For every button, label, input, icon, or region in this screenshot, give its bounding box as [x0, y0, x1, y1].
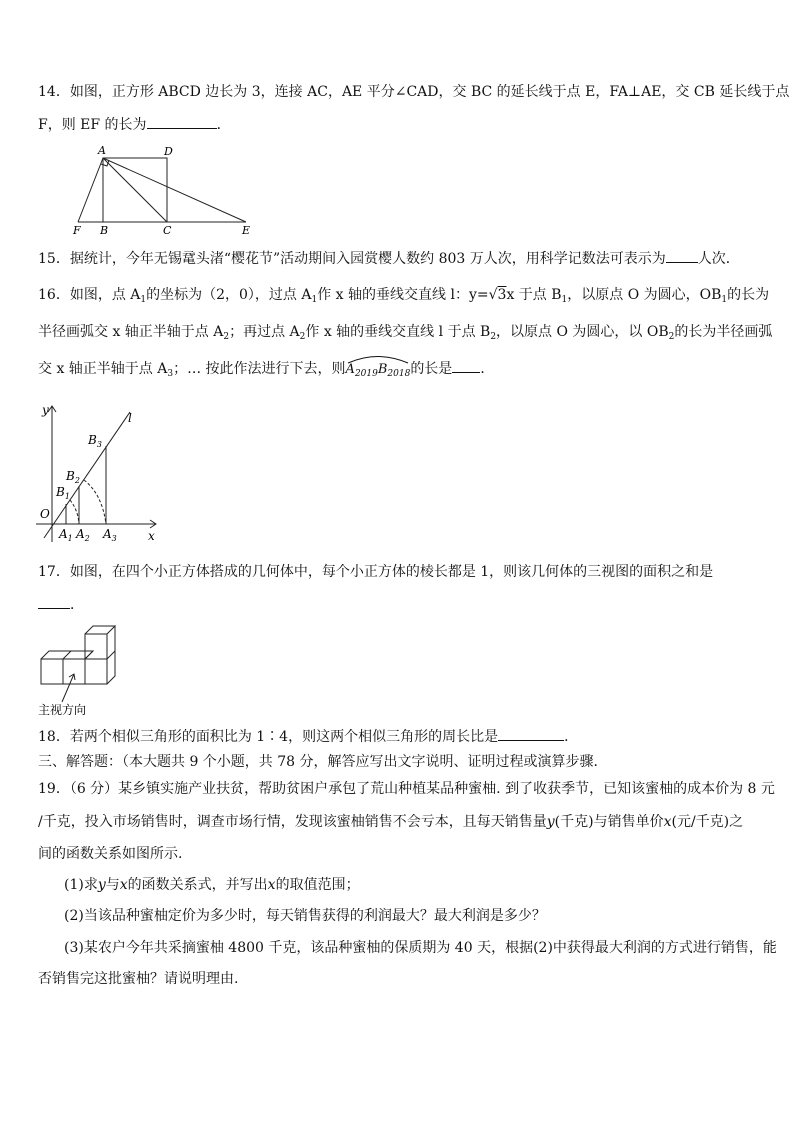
view-arrow-shaft [62, 674, 74, 702]
q19-part3-line2: 否销售完这批蜜柚？请说明理由. [38, 971, 239, 987]
label-b: B [100, 224, 109, 236]
arc-1 [70, 500, 79, 524]
cube-top-4 [85, 626, 115, 634]
cube-front-3 [85, 659, 107, 684]
label-b1: $B_1$ [56, 485, 70, 501]
line-af [78, 158, 103, 222]
view-direction-caption: 主视方向 [38, 703, 87, 716]
label-x: x [148, 529, 155, 543]
label-y: y [42, 403, 49, 417]
label-b3: $B_3$ [88, 433, 102, 449]
q16-line3: 交 x 轴正半轴于点 $A_3$；… 按此作法进行下去，则$A_{2019}B_{2018}$ 的长是 ． [38, 358, 494, 384]
q17-line2: ． [38, 594, 84, 615]
label-a3: $A_3$ [103, 527, 117, 543]
line-ae [103, 158, 246, 222]
q15-tail: 人次． [697, 251, 740, 267]
label-f: F [73, 224, 81, 236]
line-l [44, 412, 130, 538]
q16-answer-blank [452, 358, 480, 373]
arc-mark-icon [346, 354, 410, 364]
q14-figure [70, 142, 260, 236]
q18-answer-blank [498, 726, 564, 741]
q19-part1: (1)求y与x的函数关系式，并写出x的取值范围； [64, 877, 360, 893]
label-a1: $A_1$ [59, 527, 73, 543]
label-a: A [98, 144, 106, 157]
q19-line2: /千克，投入市场销售时，调查市场行情，发现该蜜柚销售不会亏本，且每天销售量y(千克)与销售单价x(元/千克)之 [38, 814, 744, 830]
section-3-heading: 三、解答题：（本大题共 9 个小题，共 78 分，解答应写出文字说明、证明过程或演算步骤． [38, 754, 608, 770]
q14-answer-blank [147, 114, 217, 129]
q15-line [38, 248, 740, 269]
q15-answer-blank [666, 248, 698, 263]
diagonal-ac [103, 158, 167, 222]
cube-top-1 [41, 651, 71, 659]
label-a2: $A_2$ [76, 527, 90, 543]
q16-line2: 半径画弧交 x 轴正半轴于点 $A_2$；再过点 $A_2$作 x 轴的垂线交直线 l 于点 $B_2$，以原点 O 为圆心，以 $OB_2$的长为半径画弧 [38, 324, 773, 342]
q16-figure [32, 398, 172, 546]
label-b2: $B_2$ [66, 469, 80, 485]
label-e: E [242, 224, 251, 236]
cube-front-2 [63, 659, 85, 684]
q14-line1: 14．如图，正方形 ABCD 边长为 3，连接 AC，AE 平分∠CAD，交 BC 的延长线于点 E，FA⊥AE，交 CB 延长线于点 [38, 84, 790, 100]
label-o: O [40, 507, 50, 521]
q15-text: 15．据统计，今年无锡鼋头渚“樱花节”活动期间入园赏樱人数约 803 万人次，用科学记数法可表示为 [38, 251, 666, 267]
label-d: D [164, 145, 173, 158]
cube-edge-2 [85, 651, 93, 659]
q14-text: F，则 EF 的长为 [38, 117, 147, 133]
arc-notation: $A_{2019}B_{2018}$ [346, 360, 411, 384]
q17-line1: 17．如图，在四个小正方体搭成的几何体中，每个小正方体的棱长都是 1，则该几何体的三视图的面积之和是 [38, 564, 714, 580]
arc-2 [84, 480, 106, 524]
q19-line1: 19．（6 分）某乡镇实施产业扶贫，帮助贫困户承包了荒山种植某品种蜜柚. 到了收获季节，已知该蜜柚的成本价为 8 元 [38, 781, 775, 797]
q19-line3: 间的函数关系如图所示. [38, 846, 183, 862]
sqrt-symbol: √3 [488, 287, 507, 303]
label-c: C [163, 224, 172, 236]
q19-part2: (2)当该品种蜜柚定价为多少时，每天销售获得的利润最大？最大利润是多少？ [64, 908, 546, 924]
q19-part3-line1: (3)某农户今年共采摘蜜柚 4800 千克，该品种蜜柚的保质期为 40 天，根据(2)中获得最大利润的方式进行销售，能 [64, 940, 777, 956]
cube-side-mid [107, 651, 115, 659]
cube-front-1 [41, 659, 63, 684]
q16-line1: 16．如图，点 $A_1$的坐标为（2，0），过点 $A_1$作 x 轴的垂线交直线 l：y=√3x 于点 $B_1$，以原点 O 为圆心，$OB_1$的长为 [38, 287, 770, 305]
q14-period: ． [216, 117, 231, 133]
q18-line: 18．若两个相似三角形的面积比为 1∶4，则这两个相似三角形的周长比是 ． [38, 726, 578, 747]
q14-line2 [38, 114, 231, 135]
q17-figure [36, 622, 136, 716]
q17-answer-blank [38, 594, 70, 609]
label-l: l [128, 411, 132, 425]
